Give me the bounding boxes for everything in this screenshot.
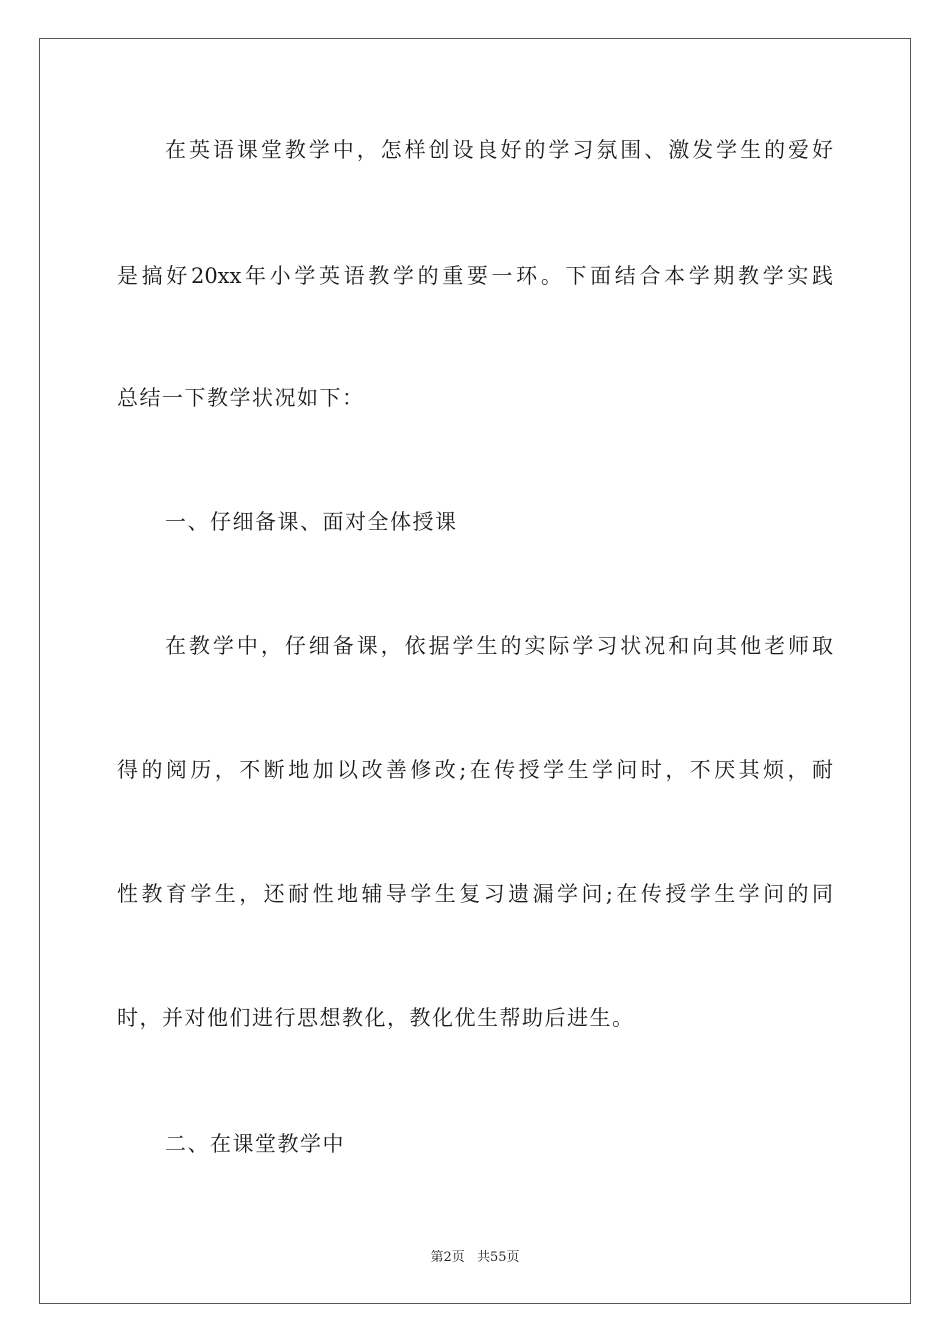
page-footer <box>0 1246 950 1265</box>
page-frame <box>39 38 911 1304</box>
paragraph-line: 得的阅历，不断地加以改善修改;在传授学生学问时，不厌其烦，耐 <box>117 758 833 782</box>
page-number: 第2页 <box>430 1250 465 1265</box>
paragraph-line: 是搞好20xx年小学英语教学的重要一环。下面结合本学期教学实践 <box>117 264 833 288</box>
paragraph-line: 在教学中，仔细备课，依据学生的实际学习状况和向其他老师取 <box>165 634 833 658</box>
paragraph-line: 总结一下教学状况如下： <box>117 386 365 410</box>
page-total: 共55页 <box>476 1250 520 1265</box>
paragraph-line: 在英语课堂教学中，怎样创设良好的学习氛围、激发学生的爱好 <box>165 138 833 162</box>
section-heading: 二、在课堂教学中 <box>165 1132 345 1156</box>
section-heading: 一、仔细备课、面对全体授课 <box>165 510 458 534</box>
paragraph-line: 性教育学生，还耐性地辅导学生复习遗漏学问;在传授学生学问的同 <box>117 882 833 906</box>
paragraph-line: 时，并对他们进行思想教化，教化优生帮助后进生。 <box>117 1006 635 1030</box>
